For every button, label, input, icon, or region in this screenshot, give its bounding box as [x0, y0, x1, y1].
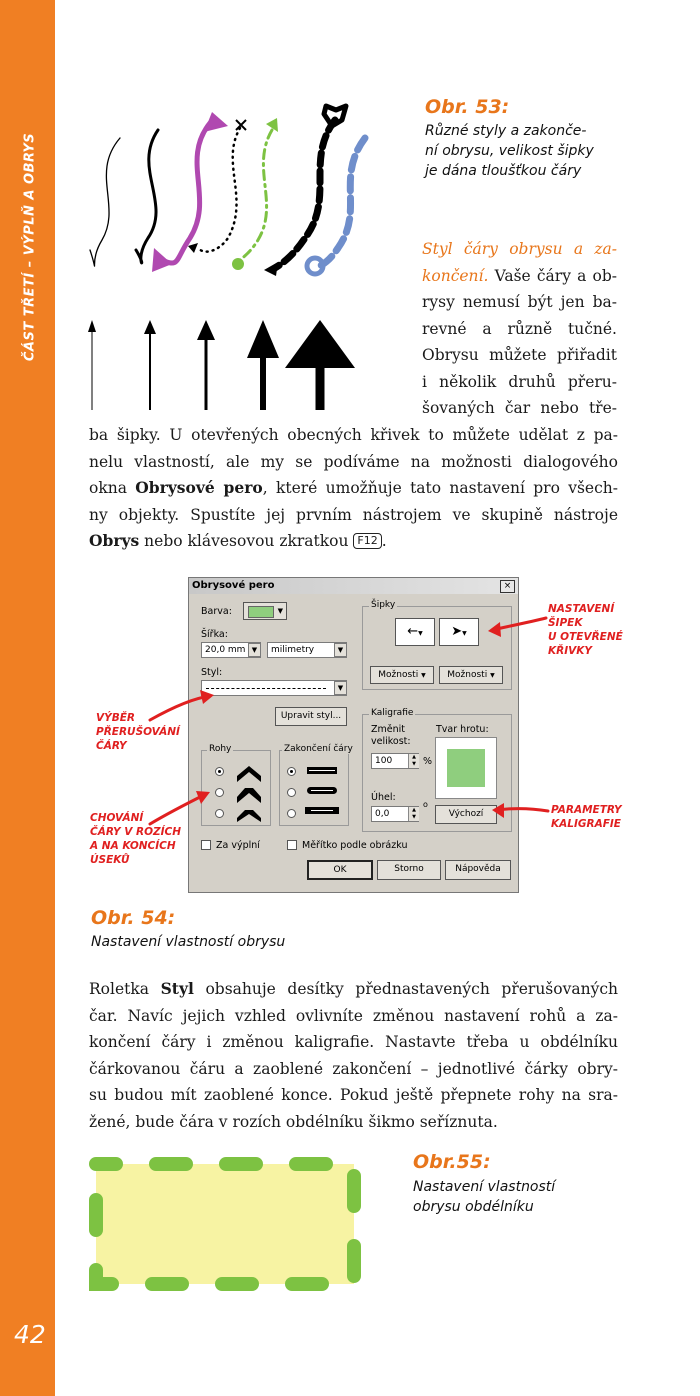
chevron-down-icon: ▼: [490, 672, 495, 679]
chapter-title: ČÁST TŘETÍ – VÝPLŇ A OBRYS: [22, 132, 38, 362]
calligraphy-group-label: Kaligrafie: [371, 708, 414, 718]
arrow-options-left-button[interactable]: [370, 666, 434, 684]
cap-butt-radio[interactable]: [287, 767, 296, 776]
fig55-title: Obr.55:: [413, 1151, 491, 1173]
corner-round-radio[interactable]: [215, 788, 224, 797]
wavy-line-purple: [162, 123, 210, 263]
fig55-rectangle-illustration: [84, 1150, 374, 1300]
bold-term: Obrysové pero: [135, 478, 263, 497]
text-line: su budou mít zaoblené konce. Pokud ještě přepnete rohy na sra-: [89, 1086, 618, 1104]
dashed-black: [275, 120, 335, 268]
annotation-line: A NA KONCÍCH: [90, 840, 176, 852]
fig53-caption-line: Různé styly a zakonče-: [425, 123, 587, 139]
paragraph-1-full: [89, 422, 618, 555]
fig53-title: Obr. 53:: [425, 96, 510, 118]
button-label: Možnosti: [378, 670, 419, 680]
text-fragment: .: [381, 532, 387, 550]
text-line: [89, 528, 618, 555]
arrow-size-row: [88, 320, 355, 410]
fig55-caption-line: Nastavení vlastností: [413, 1179, 556, 1195]
text-line: [422, 263, 617, 290]
text-fragment: Vaše čáry a ob-: [488, 266, 617, 285]
text-line: ny objekty. Spustíte jej prvním nástrojem ve skupině nástroje: [89, 505, 618, 524]
lead-line: Styl čáry obrysu a za-: [422, 240, 617, 258]
end-arrow-select[interactable]: [439, 618, 479, 646]
annotation-line: KALIGRAFIE: [551, 818, 621, 830]
blue-circle-cap: [307, 258, 323, 274]
annotation-dash: [96, 711, 180, 753]
chevron-down-icon: ▼: [462, 630, 467, 637]
annotation-line: ČÁRY V ROZÍCH: [90, 826, 182, 838]
fig53-caption: [425, 121, 594, 181]
cap-square-radio[interactable]: [287, 809, 296, 818]
text-line: šovaných čar nebo tře-: [422, 399, 617, 417]
annotation-arrows: [548, 602, 623, 658]
corner-bevel-radio[interactable]: [215, 809, 224, 818]
cap-round-radio[interactable]: [287, 788, 296, 797]
stretch-spinner[interactable]: ▲ ▼: [408, 754, 419, 768]
annotation-line: ŠIPEK: [548, 617, 583, 629]
text-line: i několik druhů přeru-: [422, 372, 617, 391]
close-icon[interactable]: ×: [500, 580, 515, 593]
fig55-caption: [413, 1177, 555, 1217]
angle-label: Úhel:: [371, 792, 396, 803]
f12-key: F12: [353, 533, 381, 549]
arrows-group-label: Šipky: [371, 600, 396, 610]
corners-group-label: Rohy: [209, 744, 232, 754]
annotation-line: U OTEVŘENÉ: [548, 631, 623, 643]
stretch-label-2: velikost:: [371, 736, 411, 747]
lead-end: končení.: [422, 266, 489, 285]
dash-dot-green: [240, 130, 272, 260]
stretch-label: Změnit: [371, 724, 405, 735]
color-picker[interactable]: [243, 602, 287, 620]
orange-sidebar: [0, 0, 55, 1396]
chevron-down-icon: ▼: [418, 630, 423, 637]
dotted-line: [198, 128, 240, 252]
bold-term: Styl: [160, 979, 194, 998]
corner-miter-radio[interactable]: [215, 767, 224, 776]
text-line: revné a různě tučné.: [422, 319, 617, 338]
angle-spinner[interactable]: ▲ ▼: [408, 807, 419, 821]
stretch-input[interactable]: 100: [371, 753, 419, 769]
text-fragment: , které umožňuje tato nastavení pro všech-: [262, 479, 619, 497]
outline-pen-dialog: [188, 577, 519, 893]
nib-shape-label: Tvar hrotu:: [436, 724, 489, 735]
text-line: [89, 976, 618, 1003]
text-line: [89, 475, 618, 502]
help-button[interactable]: Nápověda: [445, 860, 511, 880]
annotation-line: ČÁRY: [96, 740, 127, 752]
angle-input[interactable]: 0,0: [371, 806, 419, 822]
scale-with-image-label: Měřítko podle obrázku: [302, 840, 408, 851]
black-small-arrow: [188, 243, 198, 253]
chevron-down-icon[interactable]: ▼: [248, 643, 261, 657]
behind-fill-checkbox[interactable]: [201, 840, 211, 850]
dash-preview: [206, 688, 326, 689]
color-swatch: [248, 606, 274, 618]
fig54-caption: Nastavení vlastností obrysu: [91, 934, 286, 950]
fancy-arrow-icon: ➤: [451, 624, 463, 639]
dashed-blue: [320, 138, 365, 266]
start-arrow-select[interactable]: [395, 618, 435, 646]
fig54-title: Obr. 54:: [91, 907, 176, 929]
fig55-caption-line: obrysu obdélníku: [413, 1199, 534, 1215]
width-input[interactable]: 20,0 mm: [201, 642, 261, 658]
annotation-line: KŘIVKY: [548, 645, 592, 657]
paragraph-1-right: [422, 236, 617, 422]
green-splat: [232, 258, 244, 270]
annotation-line: PARAMETRY: [551, 804, 622, 816]
style-label: Styl:: [201, 667, 223, 678]
chevron-down-icon: ▼: [421, 672, 426, 679]
color-label: Barva:: [201, 606, 232, 617]
text-line: čárkovanou čáru a zaoblené zakončení – jednotlivé čárky obry-: [89, 1059, 618, 1078]
text-line: ba šipky. U otevřených obecných křivek to můžete udělat z pa-: [89, 426, 618, 444]
bold-term: Obrys: [89, 531, 140, 550]
annotation-corners: [90, 811, 181, 867]
arrow-options-right-button[interactable]: [439, 666, 503, 684]
wavy-line-black: [136, 130, 158, 263]
text-line: rysy nemusí být jen ba-: [422, 293, 617, 311]
line-caps-group-label: Zakončení čáry: [284, 744, 353, 754]
chevron-down-icon: ▼: [277, 607, 283, 615]
text-fragment: obsahuje desítky přednastavených přerušovaných: [193, 980, 618, 998]
black-tail-arrow: [264, 262, 278, 276]
nib-preview: [435, 737, 497, 799]
nib-square: [447, 749, 485, 787]
chevron-down-icon[interactable]: ▼: [334, 681, 347, 695]
text-line: nelu vlastností, ale my se podíváme na možnosti dialogového: [89, 452, 618, 471]
fig53-illustration: [80, 98, 420, 418]
text-fragment: Roletka: [89, 980, 161, 998]
thin-wavy-line: [90, 138, 120, 266]
annotation-line: PŘERUŠOVÁNÍ: [96, 726, 180, 738]
text-line: Obrysu můžete přiřadit: [422, 346, 617, 364]
edit-style-button[interactable]: Upravit styl...: [275, 707, 347, 726]
style-select[interactable]: [201, 680, 347, 696]
paragraph-2: [89, 976, 618, 1135]
text-fragment: nebo klávesovou zkratkou: [139, 532, 354, 550]
dialog-title: Obrysové pero: [189, 578, 518, 594]
text-fragment: okna: [89, 479, 136, 497]
fig53-caption-line: je dána tloušťkou čáry: [425, 163, 582, 179]
chevron-down-icon[interactable]: ▼: [334, 643, 347, 657]
scale-with-image-checkbox[interactable]: [287, 840, 297, 850]
arrow-left-icon: ←: [407, 624, 419, 639]
text-line: čar. Navíc jejich vzhled ovlivníte změnou nastavení rohů a za-: [89, 1006, 618, 1025]
corner-icons: [235, 762, 263, 822]
annotation-calligraphy: [551, 803, 622, 831]
fig53-caption-line: ní obrysu, velikost šipky: [425, 143, 594, 159]
cancel-button[interactable]: Storno: [377, 860, 441, 880]
text-line: končení čáry i změnou kaligrafie. Nastavte třeba u obdélníku: [89, 1033, 618, 1051]
unit-select[interactable]: milimetry: [267, 642, 347, 658]
degree-sign: o: [423, 800, 428, 809]
button-label: Možnosti: [447, 670, 488, 680]
ok-button[interactable]: OK: [307, 860, 373, 880]
black-fancy-arrowhead: [324, 106, 346, 126]
behind-fill-label: Za výplní: [216, 840, 260, 851]
annotation-line: ÚSEKŮ: [90, 854, 130, 866]
default-button[interactable]: Výchozí: [435, 805, 497, 824]
page-number: 42: [14, 1320, 46, 1349]
text-line: žené, bude čára v rozích obdélníku šikmo seříznuta.: [89, 1112, 498, 1131]
width-label: Šířka:: [201, 629, 228, 640]
cap-icons: [305, 764, 341, 820]
percent-sign: %: [423, 756, 433, 767]
annotation-line: VÝBĚR: [96, 712, 135, 724]
annotation-line: NASTAVENÍ: [548, 603, 615, 615]
annotation-line: CHOVÁNÍ: [90, 812, 144, 824]
